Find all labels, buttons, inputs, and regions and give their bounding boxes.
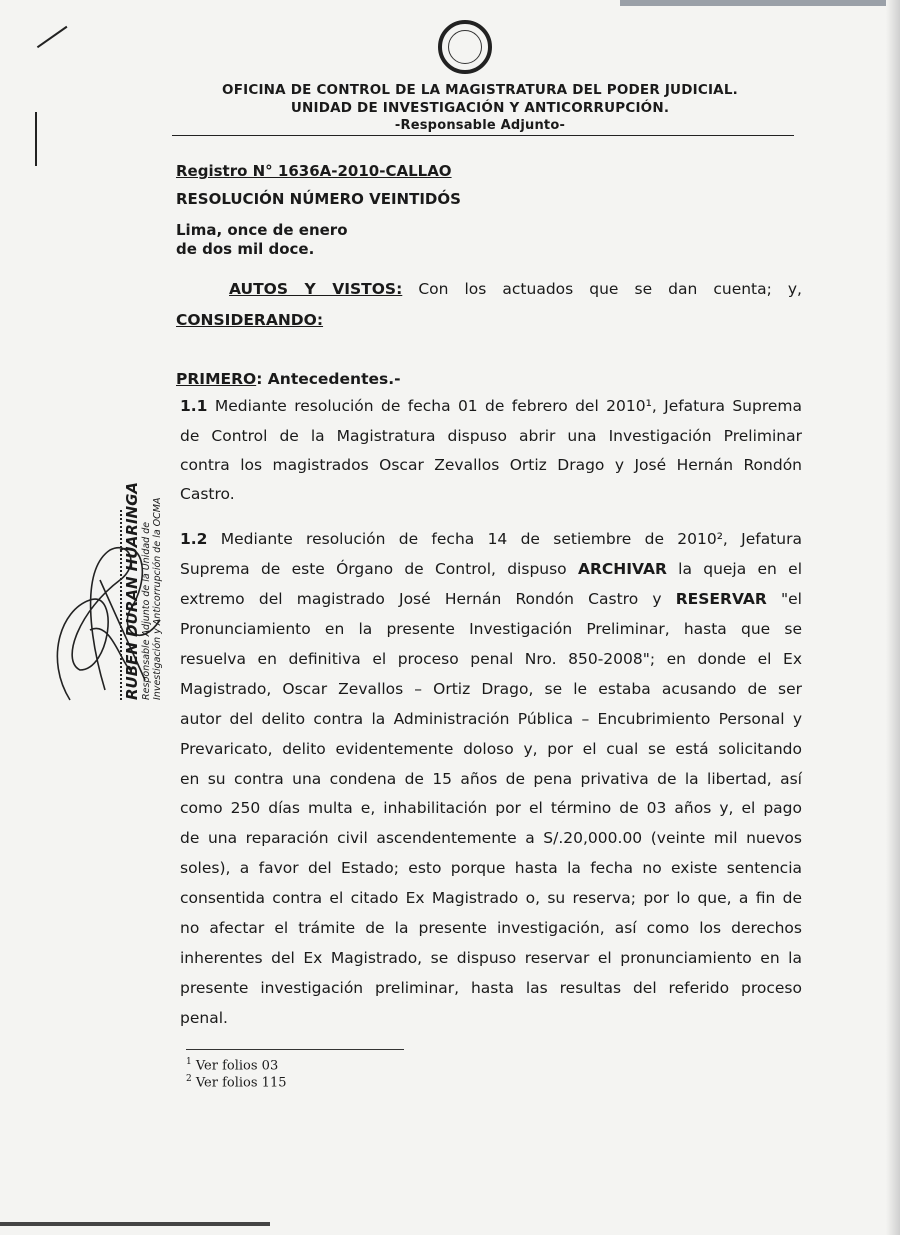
paragraph-line	[180, 590, 802, 608]
footnote-text: Ver folios 03	[191, 1058, 279, 1074]
paragraph-line	[180, 560, 802, 578]
footnote-2	[186, 1074, 287, 1090]
line-text: Suprema de este Órgano de Control, dispuso	[180, 560, 578, 578]
footnote-1	[186, 1057, 278, 1073]
stamp-role: Investigación y Anticorrupción de la OCMA	[152, 497, 163, 700]
paragraph-line: de Control de la Magistratura dispuso abrir una Investigación Preliminar	[180, 427, 802, 445]
paragraph-line: Pronunciamiento en la presente Investigación Preliminar, hasta que se	[180, 620, 802, 638]
paragraph-number: 1.1	[180, 397, 208, 415]
footnote-rule	[186, 1049, 404, 1050]
paragraph-line: inherentes del Ex Magistrado, se dispuso reservar el pronunciamiento en la	[180, 948, 802, 967]
paragraph-line: Prevaricato, delito evidentemente doloso y, por el cual se está solicitando	[180, 739, 802, 758]
paragraph-number: 1.2	[180, 530, 208, 548]
paragraph-line: como 250 días multa e, inhabilitación por el término de 03 años y, el pago	[180, 799, 802, 818]
autos-line	[229, 280, 802, 298]
archivar-keyword: ARCHIVAR	[577, 560, 667, 578]
considerando-label: CONSIDERANDO:	[176, 311, 324, 329]
footnote-text: Ver folios 115	[191, 1075, 287, 1091]
official-stamp	[120, 481, 163, 700]
autos-text: Con los actuados que se dan cuenta; y,	[402, 280, 802, 298]
paragraph-line: resuelva en definitiva el proceso penal Nro. 850-2008"; en donde el Ex	[180, 649, 802, 668]
paragraph-line	[180, 530, 802, 548]
paragraph-line: soles), a favor del Estado; esto porque hasta la fecha no existe sentencia	[180, 859, 802, 878]
line-text: Mediante resolución de fecha 01 de febrero del 2010¹, Jefatura Suprema	[207, 397, 802, 415]
paragraph-line	[180, 397, 802, 415]
date-line-1: Lima, once de enero	[176, 221, 348, 239]
header-rule	[172, 135, 794, 136]
line-text: la queja en el	[666, 560, 803, 578]
footnote-mark: 1	[186, 1057, 192, 1067]
header-unit: UNIDAD DE INVESTIGACIÓN Y ANTICORRUPCIÓN.	[290, 100, 670, 116]
paragraph-line: Magistrado, Oscar Zevallos – Ortiz Drago, se le estaba acusando de ser	[180, 679, 802, 698]
paragraph-line: presente investigación preliminar, hasta las resultas del referido proceso	[180, 978, 802, 997]
line-text: extremo del magistrado José Hernán Rondón Castro y	[180, 590, 676, 608]
section-primero	[176, 370, 401, 388]
paragraph-line: penal.	[180, 1008, 228, 1027]
primero-label: PRIMERO	[176, 370, 257, 388]
paragraph-line: autor del delito contra la Administración Pública – Encubrimiento Personal y	[180, 709, 802, 728]
registro-number: Registro N° 1636A-2010-CALLAO	[176, 162, 452, 180]
scan-edge	[0, 1222, 270, 1226]
paragraph-line: en su contra una condena de 15 años de pena privativa de la libertad, así	[180, 769, 802, 788]
footnote-mark: 2	[186, 1074, 192, 1084]
paragraph-line: Castro.	[180, 485, 235, 503]
primero-title: : Antecedentes.-	[256, 370, 401, 388]
autos-label: AUTOS Y VISTOS:	[229, 280, 403, 298]
margin-mark	[37, 26, 67, 48]
resolution-title: RESOLUCIÓN NÚMERO VEINTIDÓS	[176, 190, 461, 208]
header-office: OFICINA DE CONTROL DE LA MAGISTRATURA DEL PODER JUDICIAL.	[222, 82, 738, 98]
paragraph-line: no afectar el trámite de la presente investigación, así como los derechos	[180, 919, 802, 937]
paragraph-line: contra los magistrados Oscar Zevallos Ortiz Drago y José Hernán Rondón	[180, 456, 802, 474]
stamp-name: RUBEN DURAN HUARINGA	[120, 510, 141, 700]
paragraph-line: de una reparación civil ascendentemente a S/.20,000.00 (veinte mil nuevos	[180, 829, 802, 848]
scan-edge	[886, 0, 900, 1235]
line-text: Mediante resolución de fecha 14 de setiembre de 2010², Jefatura	[207, 530, 802, 548]
stamp-role: Responsable Adjunto de la Unidad de	[141, 521, 152, 700]
judicial-seal-icon	[438, 20, 492, 74]
header-role: -Responsable Adjunto-	[394, 118, 566, 133]
reservar-keyword: RESERVAR	[675, 590, 767, 608]
scan-edge	[620, 0, 900, 6]
date-line-2: de dos mil doce.	[176, 240, 315, 258]
paragraph-line: consentida contra el citado Ex Magistrado o, su reserva; por lo que, a fin de	[180, 889, 802, 908]
line-text: "el	[766, 590, 802, 608]
